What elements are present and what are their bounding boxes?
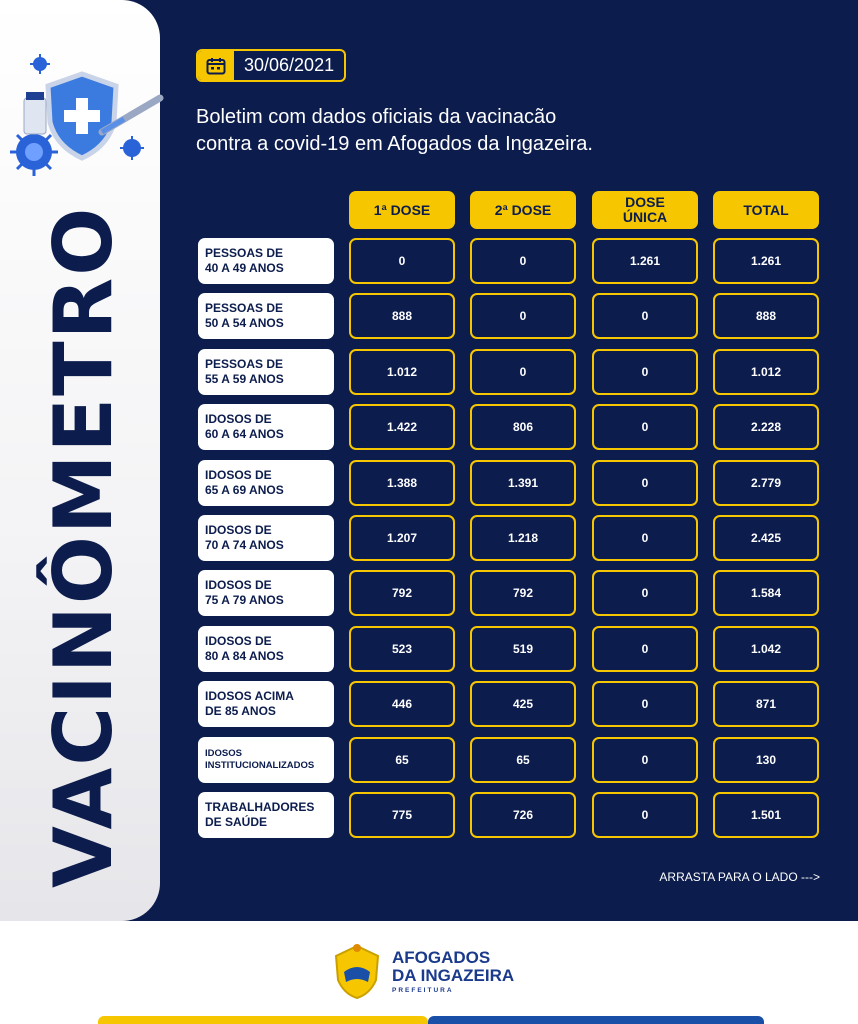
row-label-line-2: 60 A 64 ANOS: [205, 427, 284, 442]
row-label-line-1: IDOSOS DE: [205, 412, 272, 427]
row-label-line-1: IDOSOS DE: [205, 523, 272, 537]
city-crest-icon: [330, 942, 384, 1000]
cell-total: 2.228: [713, 404, 819, 450]
cell-single-dose: 0: [592, 681, 698, 727]
footer-logo: [330, 942, 514, 1000]
row-label: [198, 293, 334, 339]
cell-total: 1.261: [713, 238, 819, 284]
vaccine-shield-illustration: [4, 40, 164, 190]
row-label-line-1: PESSOAS DE: [205, 356, 284, 371]
cell-first-dose: 0: [349, 238, 455, 284]
cell-second-dose: 519: [470, 626, 576, 672]
row-label-line-2: 75 A 79 ANOS: [205, 593, 284, 608]
cell-single-dose: 0: [592, 570, 698, 616]
row-label: [198, 515, 334, 561]
cell-total: 1.501: [713, 792, 819, 838]
logo-subtitle: PREFEITURA: [392, 986, 454, 994]
cell-total: 1.042: [713, 626, 819, 672]
date-badge: [196, 49, 346, 82]
cell-total: 2.779: [713, 460, 819, 506]
side-panel: [0, 0, 160, 921]
row-label-line-2: 80 A 84 ANOS: [205, 648, 284, 663]
cell-first-dose: 888: [349, 293, 455, 339]
cell-second-dose: 0: [470, 238, 576, 284]
cell-first-dose: 1.422: [349, 404, 455, 450]
row-label-line-1: IDOSOS DE: [205, 633, 272, 648]
swipe-hint: ARRASTA PARA O LADO --->: [659, 870, 820, 884]
virus-top-icon: [30, 54, 50, 74]
cell-second-dose: 425: [470, 681, 576, 727]
cell-first-dose: 65: [349, 737, 455, 783]
row-label-line-2: DE SAÚDE: [205, 815, 268, 829]
cell-first-dose: 792: [349, 570, 455, 616]
row-label-line-1: TRABALHADORES: [205, 800, 315, 814]
cell-single-dose: 0: [592, 792, 698, 838]
cell-second-dose: 792: [470, 570, 576, 616]
cell-first-dose: 775: [349, 792, 455, 838]
cell-second-dose: 1.218: [470, 515, 576, 561]
row-label: [198, 238, 334, 284]
cell-first-dose: 1.388: [349, 460, 455, 506]
row-label: [198, 737, 334, 783]
column-header-second-dose: 2ª DOSE: [470, 191, 576, 229]
cell-total: 2.425: [713, 515, 819, 561]
row-label-line-1: IDOSOS DE: [205, 578, 272, 593]
cell-single-dose: 1.261: [592, 238, 698, 284]
shield-icon: [48, 74, 116, 158]
headline-line-2: contra a covid-19 em Afogados da Ingazeira.: [196, 133, 593, 155]
row-label-line-2: 50 A 54 ANOS: [205, 316, 284, 331]
cell-single-dose: 0: [592, 404, 698, 450]
cell-second-dose: 0: [470, 293, 576, 339]
row-label: [198, 460, 334, 506]
row-label: [198, 349, 334, 395]
cell-first-dose: 446: [349, 681, 455, 727]
row-label-line-2: 40 A 49 ANOS: [205, 261, 284, 275]
cell-total: 871: [713, 681, 819, 727]
virus-icon: [10, 128, 58, 176]
cell-first-dose: 1.012: [349, 349, 455, 395]
cell-first-dose: 523: [349, 626, 455, 672]
side-title: VACINÔMETRO: [37, 205, 130, 888]
column-header-single-dose: DOSE ÚNICA: [592, 191, 698, 229]
row-label-line-2: INSTITUCIONALIZADOS: [205, 759, 315, 771]
cell-total: 130: [713, 737, 819, 783]
footer-bar-blue: [428, 1016, 764, 1024]
row-label: [198, 570, 334, 616]
row-label-line-2: 65 A 69 ANOS: [205, 482, 284, 497]
cell-single-dose: 0: [592, 293, 698, 339]
row-label-line-1: PESSOAS DE: [205, 301, 284, 316]
row-label: [198, 404, 334, 450]
row-label: [198, 681, 334, 727]
headline: [196, 104, 593, 158]
virus-small-icon: [120, 136, 144, 160]
row-label-line-1: IDOSOS: [205, 747, 242, 759]
row-label-line-2: 70 A 74 ANOS: [205, 538, 284, 552]
logo-line-1: AFOGADOS: [392, 947, 491, 967]
row-label: [198, 792, 334, 838]
cell-second-dose: 726: [470, 792, 576, 838]
cell-single-dose: 0: [592, 460, 698, 506]
row-label-line-1: PESSOAS DE: [205, 246, 284, 260]
row-label-line-1: IDOSOS ACIMA: [205, 689, 294, 704]
cell-single-dose: 0: [592, 626, 698, 672]
cell-second-dose: 1.391: [470, 460, 576, 506]
footer-bar-yellow: [98, 1016, 428, 1024]
cell-second-dose: 65: [470, 737, 576, 783]
row-label-line-2: 55 A 59 ANOS: [205, 371, 284, 386]
cell-total: 1.012: [713, 349, 819, 395]
cell-first-dose: 1.207: [349, 515, 455, 561]
logo-line-2: DA INGAZEIRA: [392, 965, 515, 985]
headline-line-1: Boletim com dados oficiais da vacinacão: [196, 106, 557, 128]
column-header-total: TOTAL: [713, 191, 819, 229]
column-header-first-dose: 1ª DOSE: [349, 191, 455, 229]
cell-total: 1.584: [713, 570, 819, 616]
row-label-line-2: DE 85 ANOS: [205, 704, 276, 719]
cell-second-dose: 806: [470, 404, 576, 450]
cell-single-dose: 0: [592, 349, 698, 395]
cell-single-dose: 0: [592, 515, 698, 561]
row-label: [198, 626, 334, 672]
date-value: 30/06/2021: [244, 55, 335, 75]
cell-single-dose: 0: [592, 737, 698, 783]
calendar-icon: [198, 51, 234, 80]
cell-second-dose: 0: [470, 349, 576, 395]
row-label-line-1: IDOSOS DE: [205, 467, 272, 482]
cell-total: 888: [713, 293, 819, 339]
